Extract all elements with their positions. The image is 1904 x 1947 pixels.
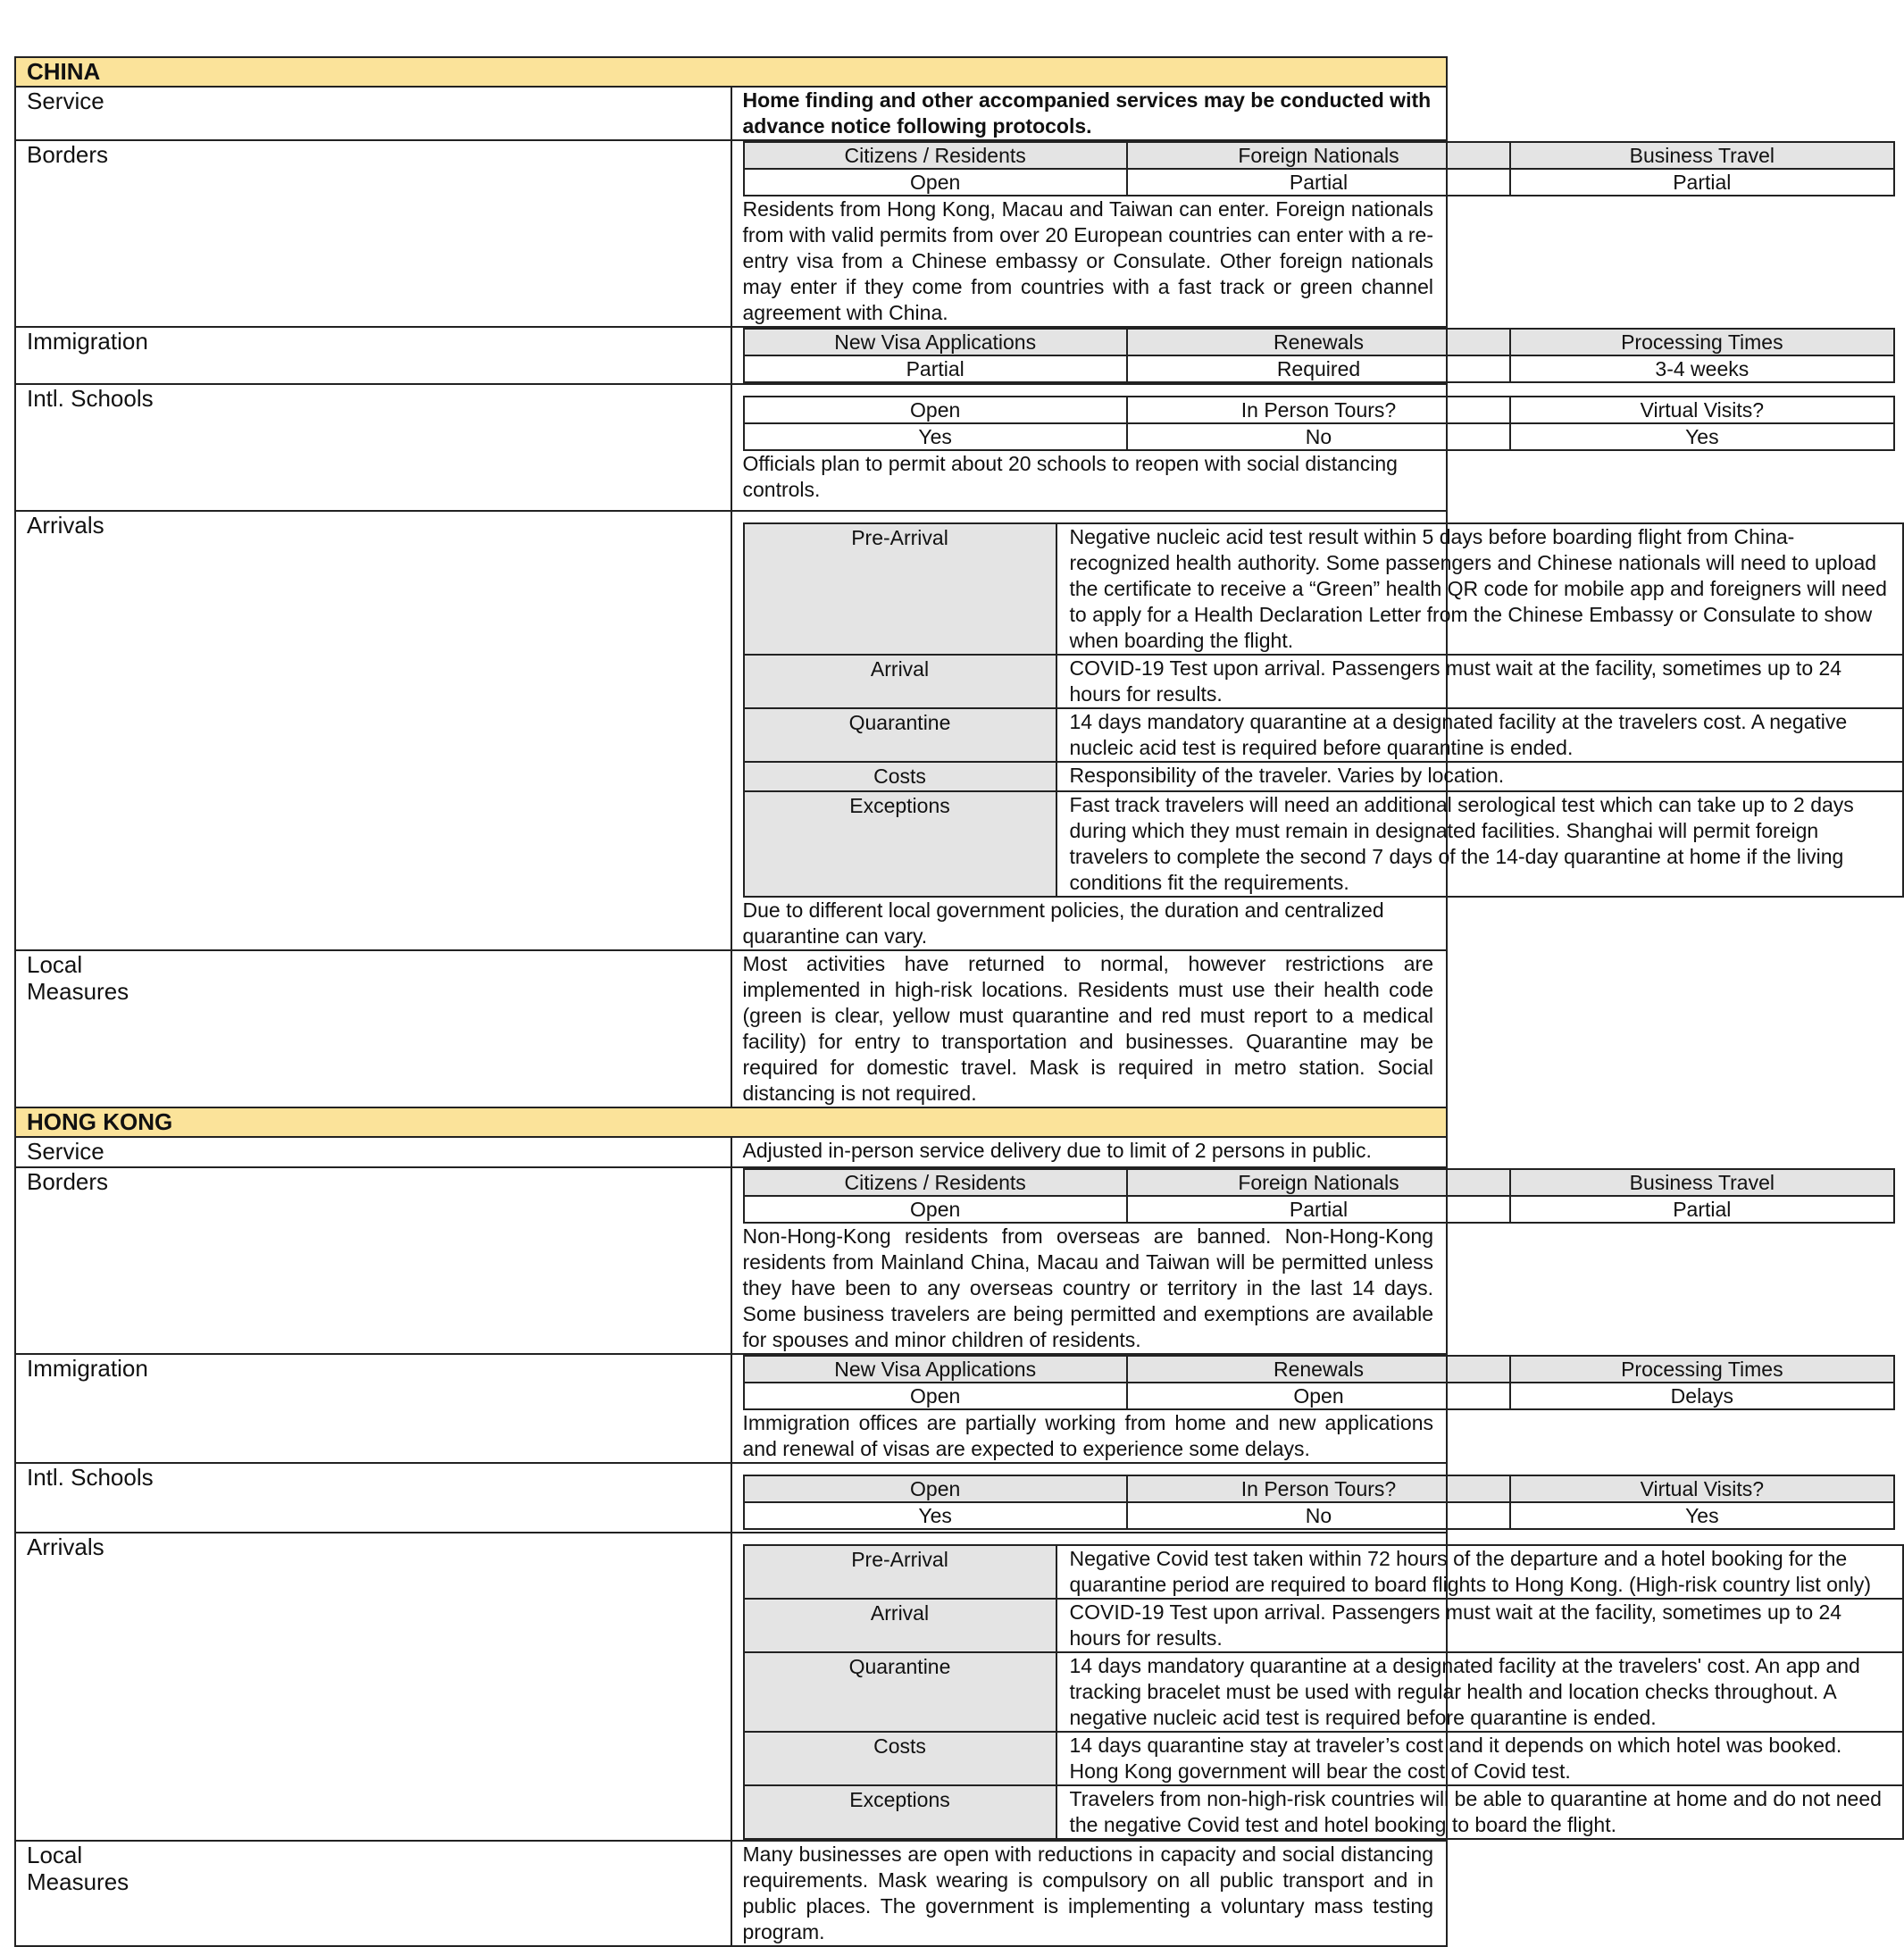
- row-immigration: [15, 327, 1447, 384]
- borders-note: Non-Hong-Kong residents from overseas are banned. Non-Hong-Kong residents from Mainland China, Macau and Taiwan will be permitted unless they have been to any overseas country or territory in the last 14 days. Some business travelers are being permitted and exemptions are available for spouses and minor children of residents.: [742, 1224, 1433, 1351]
- arrivals-value: 14 days mandatory quarantine at a designated facility at the travelers cost. A negative nucleic acid test is required before quarantine is ended.: [1056, 708, 1903, 762]
- arrivals-key: Arrival: [744, 1599, 1056, 1652]
- table-cell: Partial: [1510, 1196, 1893, 1223]
- row-label: Measures: [27, 978, 129, 1005]
- schools-note: Officials plan to permit about 20 schools to reopen with social distancing controls.: [742, 452, 1398, 501]
- row-arrivals: [15, 511, 1447, 950]
- table-header: Virtual Visits?: [1510, 1475, 1893, 1502]
- country-name: CHINA: [15, 57, 1447, 87]
- arrivals-value: Negative nucleic acid test result within 5 days before boarding flight from China-recognized health authority. Some passengers and Chinese nationals will need to upload the certificate to receive a “Green” health QR code for mobile app and foreigners will need to apply for a Health Declaration Letter from the Chinese Embassy or Consulate to show when boarding the flight.: [1056, 523, 1903, 655]
- row-label: Immigration: [15, 1354, 731, 1463]
- travel-status-table: [14, 56, 1887, 1947]
- table-header: Open: [744, 1475, 1127, 1502]
- arrivals-key: Pre-Arrival: [744, 523, 1056, 655]
- table-cell: Required: [1127, 355, 1510, 382]
- arrivals-key: Pre-Arrival: [744, 1545, 1056, 1599]
- row-arrivals: [15, 1533, 1447, 1841]
- row-label: Immigration: [15, 327, 731, 384]
- table-header: Renewals: [1127, 329, 1510, 355]
- row-label: Measures: [27, 1868, 129, 1895]
- table-cell: Partial: [1510, 169, 1893, 196]
- table-cell: 3-4 weeks: [1510, 355, 1893, 382]
- table-cell: Delays: [1510, 1383, 1893, 1409]
- table-cell: Partial: [1127, 1196, 1510, 1223]
- arrivals-note: Due to different local government policies, the duration and centralized quarantine can vary.: [742, 898, 1384, 948]
- row-label: Arrivals: [15, 1533, 731, 1841]
- service-text: Home finding and other accompanied services may be conducted with advance notice following protocols.: [731, 87, 1448, 140]
- service-text: Adjusted in-person service delivery due to limit of 2 persons in public.: [731, 1137, 1448, 1167]
- arrivals-key: Quarantine: [744, 708, 1056, 762]
- row-label: Intl. Schools: [15, 1463, 731, 1533]
- borders-table: [743, 141, 1895, 196]
- table-cell: No: [1127, 423, 1510, 450]
- table-header: Business Travel: [1510, 142, 1893, 169]
- row-borders: [15, 140, 1447, 327]
- local-measures-text: Many businesses are open with reductions in capacity and social distancing requirements. Mask wearing is compulsory on all public transport and in public places. The government is implementing a voluntary mass testing program.: [731, 1841, 1448, 1946]
- schools-table: [743, 1475, 1895, 1530]
- borders-table: [743, 1168, 1895, 1224]
- arrivals-value: Fast track travelers will need an additional serological test which can take up to 2 days during which they must remain in designated facilities. Shanghai will permit foreign travelers to complete the second 7 days of the 14-day quarantine at home if the living conditions fit the requirements.: [1056, 791, 1903, 897]
- arrivals-value: 14 days mandatory quarantine at a designated facility at the travelers' cost. An app and tracking bracelet must be used with regular health and location checks throughout. A negative nucleic acid test is required before quarantine is ended.: [1056, 1652, 1903, 1732]
- row-service: [15, 87, 1447, 140]
- arrivals-key: Exceptions: [744, 791, 1056, 897]
- table-header: Foreign Nationals: [1127, 142, 1510, 169]
- row-label: Intl. Schools: [15, 384, 731, 511]
- immigration-table: [743, 328, 1895, 383]
- table-header: Citizens / Residents: [744, 142, 1127, 169]
- arrivals-key: Quarantine: [744, 1652, 1056, 1732]
- table-header: Foreign Nationals: [1127, 1169, 1510, 1196]
- table-cell: No: [1127, 1502, 1510, 1529]
- table-cell: Yes: [744, 1502, 1127, 1529]
- table-cell: Partial: [744, 355, 1127, 382]
- borders-note: Residents from Hong Kong, Macau and Taiwan can enter. Foreign nationals from with valid permits from over 20 European countries can enter with a re-entry visa from a Chinese embassy or Consulate. Other foreign nationals may enter if they come from countries with a fast track or green channel agreement with China.: [742, 197, 1433, 324]
- arrivals-key: Costs: [744, 762, 1056, 791]
- table-cell: Yes: [744, 423, 1127, 450]
- country-header-china: [15, 57, 1447, 87]
- row-label: Local: [27, 1842, 83, 1868]
- row-local-measures: [15, 1841, 1447, 1946]
- table-header: Open: [744, 397, 1127, 423]
- arrivals-value: Travelers from non-high-risk countries will be able to quarantine at home and do not need the negative Covid test and hotel booking to board the flight.: [1056, 1785, 1903, 1839]
- arrivals-table: [743, 522, 1904, 898]
- table-cell: Open: [744, 169, 1127, 196]
- arrivals-key: Exceptions: [744, 1785, 1056, 1839]
- row-borders: [15, 1167, 1447, 1354]
- immigration-note: Immigration offices are partially working from home and new applications and renewal of visas are expected to experience some delays.: [742, 1411, 1433, 1460]
- table-cell: Partial: [1127, 169, 1510, 196]
- table-cell: Open: [744, 1196, 1127, 1223]
- row-label: Local: [27, 951, 83, 978]
- table-header: Renewals: [1127, 1356, 1510, 1383]
- row-schools: [15, 384, 1447, 511]
- table-header: Processing Times: [1510, 1356, 1893, 1383]
- table-header: New Visa Applications: [744, 329, 1127, 355]
- table-cell: Yes: [1510, 423, 1893, 450]
- table-header: In Person Tours?: [1127, 397, 1510, 423]
- arrivals-value: Responsibility of the traveler. Varies by location.: [1056, 762, 1903, 791]
- row-label: Service: [15, 1137, 731, 1167]
- arrivals-value: COVID-19 Test upon arrival. Passengers must wait at the facility, sometimes up to 24 hours for results.: [1056, 655, 1903, 708]
- table-header: New Visa Applications: [744, 1356, 1127, 1383]
- arrivals-table: [743, 1544, 1904, 1840]
- arrivals-value: Negative Covid test taken within 72 hours of the departure and a hotel booking for the quarantine period are required to board flights to Hong Kong. (High-risk country list only): [1056, 1545, 1903, 1599]
- arrivals-value: COVID-19 Test upon arrival. Passengers must wait at the facility, sometimes up to 24 hours for results.: [1056, 1599, 1903, 1652]
- row-label: Service: [15, 87, 731, 140]
- table-header: Citizens / Residents: [744, 1169, 1127, 1196]
- table-header: Business Travel: [1510, 1169, 1893, 1196]
- country-header-hong-kong: [15, 1107, 1447, 1137]
- row-schools: [15, 1463, 1447, 1533]
- table-cell: Open: [1127, 1383, 1510, 1409]
- immigration-table: [743, 1355, 1895, 1410]
- local-measures-text: Most activities have returned to normal, however restrictions are implemented in high-risk locations. Residents must use their health code (green is clear, yellow must quarantine and red must report to a medical facility) for entry to transportation and businesses. Quarantine may be required for domestic travel. Mask is required in metro station. Social distancing is not required.: [731, 950, 1448, 1107]
- table-header: Processing Times: [1510, 329, 1893, 355]
- schools-table: [743, 396, 1895, 451]
- row-label: Borders: [15, 1167, 731, 1354]
- row-immigration: [15, 1354, 1447, 1463]
- table-cell: Open: [744, 1383, 1127, 1409]
- row-local-measures: [15, 950, 1447, 1107]
- country-name: HONG KONG: [15, 1107, 1447, 1137]
- table-header: Virtual Visits?: [1510, 397, 1893, 423]
- table-cell: Yes: [1510, 1502, 1893, 1529]
- table-header: In Person Tours?: [1127, 1475, 1510, 1502]
- row-label: Arrivals: [15, 511, 731, 950]
- arrivals-value: 14 days quarantine stay at traveler’s cost and it depends on which hotel was booked. Hong Kong government will bear the cost of Covid test.: [1056, 1732, 1903, 1785]
- row-service: [15, 1137, 1447, 1167]
- arrivals-key: Arrival: [744, 655, 1056, 708]
- arrivals-key: Costs: [744, 1732, 1056, 1785]
- row-label: Borders: [15, 140, 731, 327]
